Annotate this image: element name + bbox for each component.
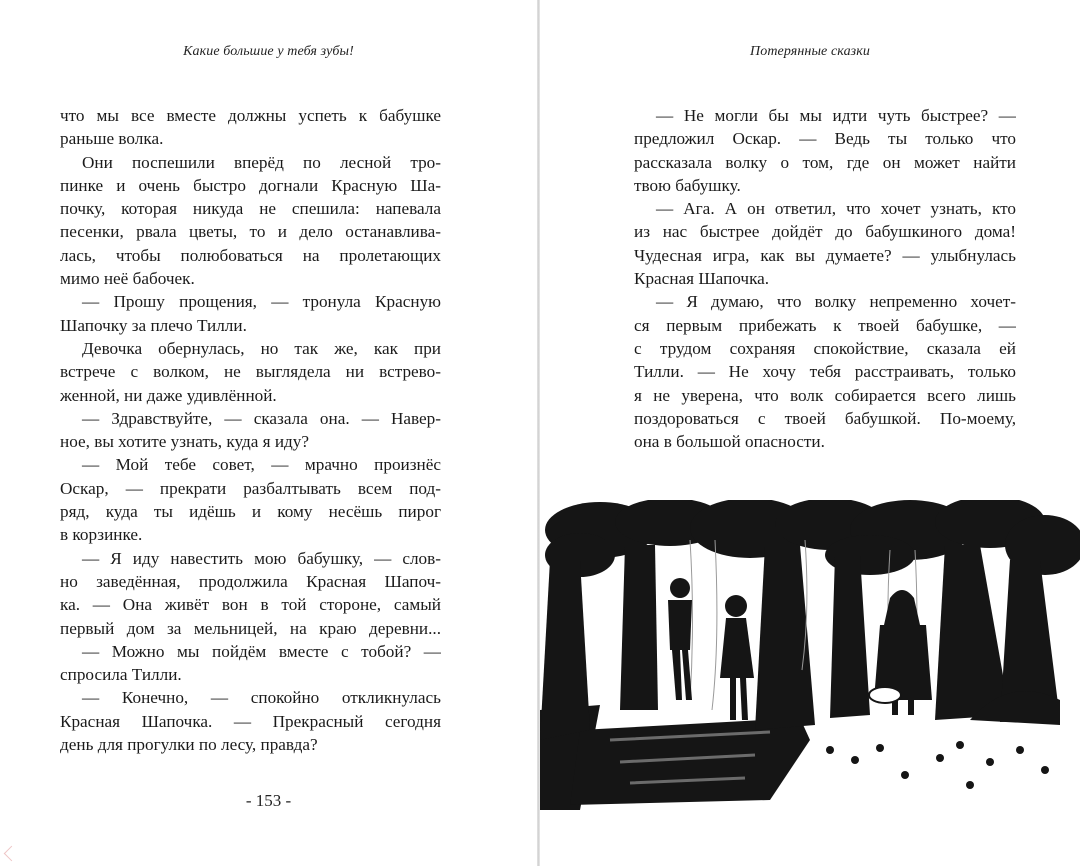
text-line: — Не могли бы мы идти чуть быстрее? —: [656, 106, 1016, 125]
text-line: — Прошу прощения, — тронула Красную: [82, 292, 441, 312]
text-line: — Мой тебе совет, — мрачно произнёс: [82, 455, 441, 475]
text-line: спросила Тилли.: [60, 665, 182, 685]
text-line: Девочка обернулась, но так же, как при: [82, 338, 441, 358]
text-line: — Я думаю, что волку непременно хочет-: [656, 292, 1016, 312]
right-page: [540, 0, 1080, 866]
red-riding-hood: [869, 590, 932, 715]
text-line: раньше волка.: [60, 129, 164, 149]
text-line: Тилли. — Не хочу тебя расстраивать, только: [634, 362, 1016, 382]
text-line: с трудом сохраняя спокойствие, сказала ей: [634, 338, 1016, 358]
text-line: ка. — Она живёт вон в той стороне, самый: [60, 595, 441, 615]
text-line: поздороваться с твоей бабушкой. По-моему,: [634, 408, 1016, 428]
running-head-left: Какие большие у тебя зубы!: [183, 44, 354, 59]
running-head-right: Потерянные сказки: [750, 44, 870, 59]
text-line: Оскар, — прекрати разбалтывать всем под-: [60, 478, 441, 498]
text-line: ряд, куда ты идёшь и кому несёшь пирог: [60, 502, 441, 522]
text-line: — Здравствуйте, — сказала она. — Навер-: [82, 408, 441, 428]
child-oskar: [668, 578, 692, 700]
text-line: первый дом за мельницей, на краю деревни...: [60, 618, 441, 638]
text-line: Шапочку за плечо Тилли.: [60, 315, 247, 335]
text-line: она в большой опасности.: [634, 432, 825, 452]
text-line: Они поспешили вперёд по лесной тро-: [82, 152, 441, 172]
page-number: - 153 -: [245, 791, 292, 810]
text-line: лась, чтобы полюбоваться на пролетающих: [60, 245, 441, 265]
text-line: в корзинке.: [60, 525, 143, 545]
text-line: мимо неё бабочек.: [60, 269, 195, 289]
left-text-block: [60, 104, 441, 756]
text-line: — Можно мы пойдём вместе с тобой? —: [82, 641, 441, 661]
right-text-block: [634, 104, 1016, 453]
fallen-log: [570, 718, 810, 805]
text-line: встрече с волком, не выглядела ни встрево-: [60, 362, 441, 382]
text-line: рассказала волку о том, где он может найти: [634, 152, 1016, 172]
text-line: Красная Шапочка.: [634, 269, 770, 289]
text-line: твою бабушку.: [634, 175, 741, 195]
text-line: — Я иду навестить мою бабушку, — слов-: [82, 548, 441, 568]
text-line: но заведённая, продолжила Красная Шапоч-: [60, 571, 441, 591]
left-page: [0, 0, 537, 866]
text-line: — Конечно, — спокойно откликнулась: [82, 688, 441, 708]
text-line: ся первым прибежать к твоей бабушке, —: [634, 315, 1016, 335]
text-line: песенки, рвала цветы, то и дело останавлива-: [60, 222, 441, 242]
child-tilly: [720, 595, 754, 720]
text-line: из нас быстрее дойдёт до бабушкиного дома!: [634, 222, 1016, 242]
text-line: Красная Шапочка. — Прекрасный сегодня: [60, 711, 441, 731]
text-line: предложил Оскар. — Ведь ты только что: [634, 129, 1016, 149]
text-line: пинке и очень быстро догнали Красную Ша-: [60, 175, 441, 195]
text-line: я не уверена, что волк собирается всего лишь: [634, 385, 1016, 405]
text-line: почку, которая никуда не спешила: напевала: [60, 199, 441, 219]
text-line: Чудесная игра, как вы думаете? — улыбнулась: [634, 245, 1016, 265]
text-line: что мы все вместе должны успеть к бабушке: [60, 106, 441, 125]
text-line: день для прогулки по лесу, правда?: [60, 735, 318, 755]
text-line: ное, вы хотите узнать, куда я иду?: [60, 432, 309, 452]
forest-illustration: [540, 500, 1080, 810]
text-line: женной, ни даже удивлённой.: [60, 385, 277, 405]
text-line: — Ага. А он ответил, что хочет узнать, кто: [656, 199, 1016, 219]
